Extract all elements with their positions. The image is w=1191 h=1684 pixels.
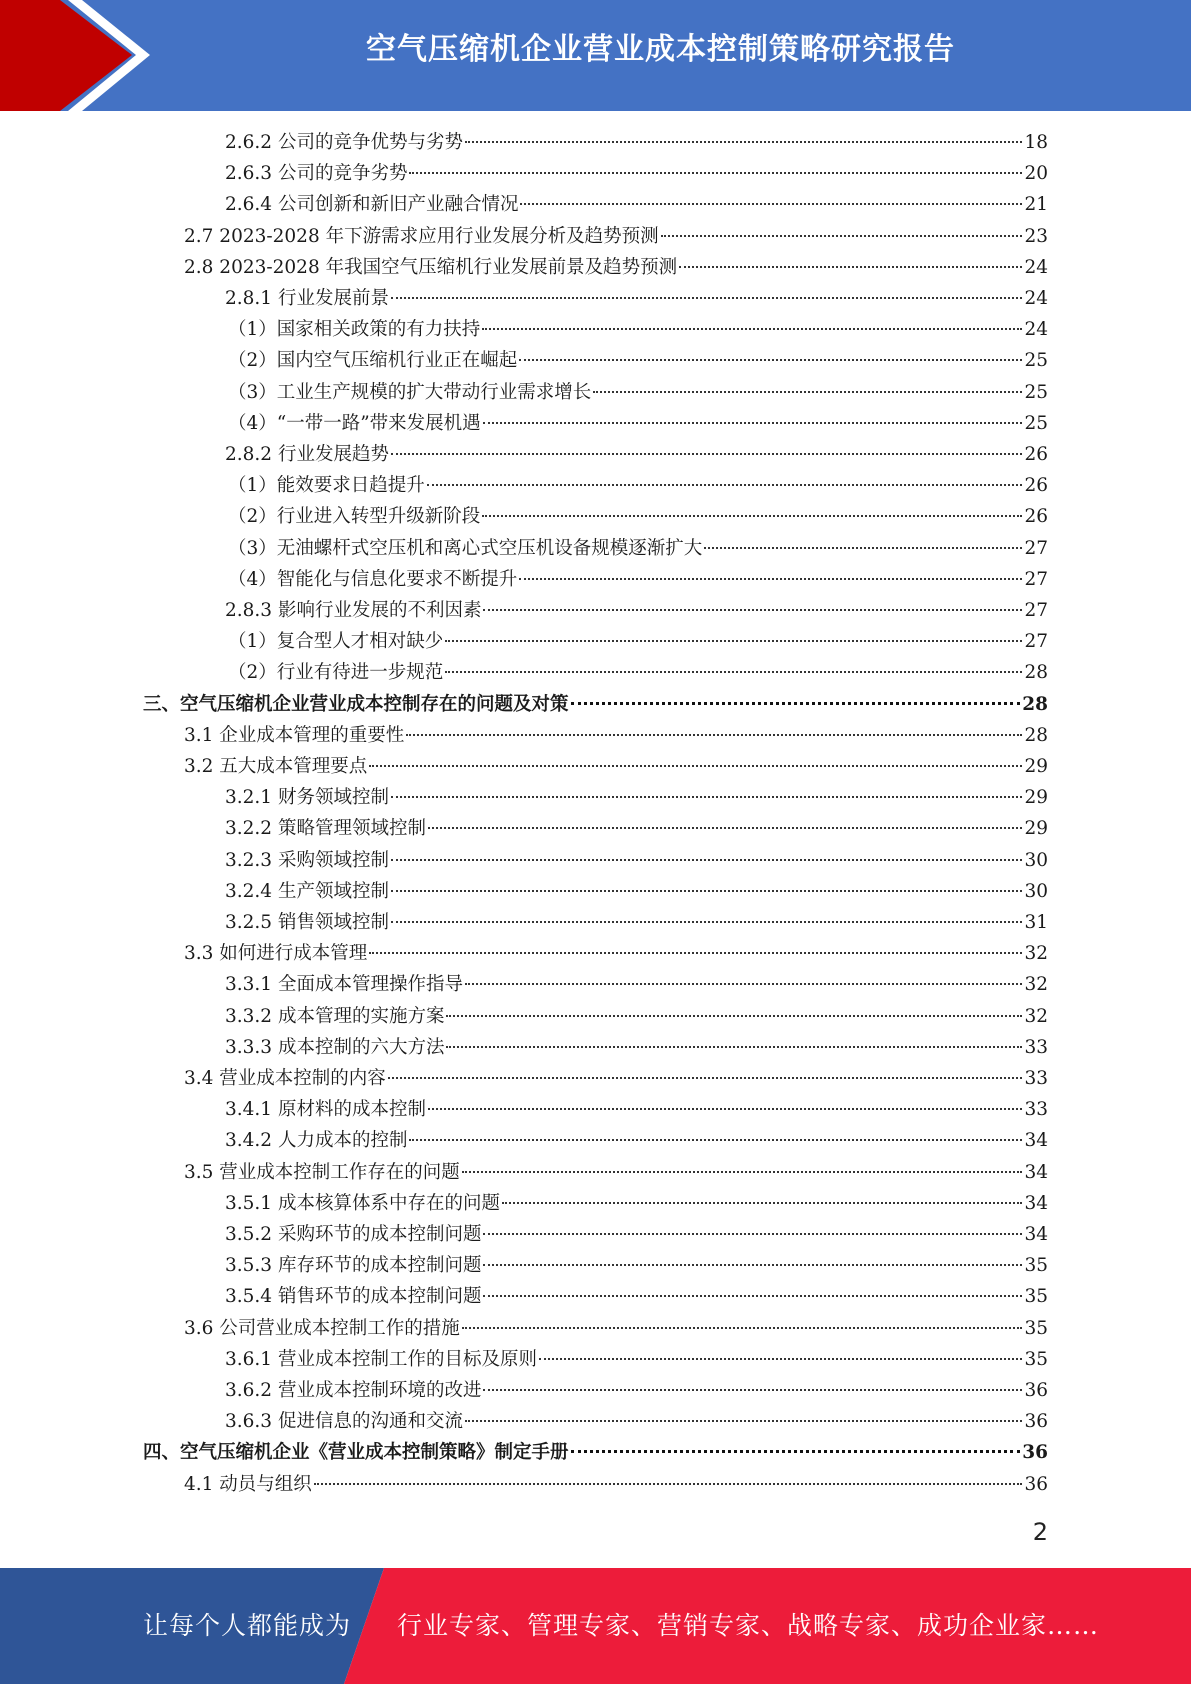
toc-entry-page: 34 [1024, 1130, 1048, 1151]
toc-entry-page: 35 [1024, 1318, 1048, 1339]
toc-entry[interactable] [225, 1001, 1048, 1032]
toc-entry[interactable] [184, 1469, 1048, 1500]
toc-dot-leader [446, 1046, 1022, 1048]
toc-entry-label: 4.1 动员与组织 [184, 1474, 312, 1495]
toc-dot-leader [409, 1139, 1022, 1141]
toc-entry-page: 33 [1024, 1099, 1048, 1120]
toc-entry-page: 29 [1024, 818, 1048, 839]
toc-entry-label: 2.6.2 公司的竞争优势与劣势 [225, 132, 463, 153]
toc-entry-page: 20 [1024, 163, 1048, 184]
toc-dot-leader [465, 1420, 1022, 1422]
toc-dot-leader [571, 702, 1021, 705]
toc-entry-label: （2）国内空气压缩机行业正在崛起 [228, 350, 518, 371]
toc-dot-leader [483, 1264, 1022, 1266]
toc-entry[interactable] [228, 470, 1048, 501]
toc-dot-leader [520, 203, 1022, 205]
toc-entry[interactable] [225, 813, 1048, 844]
toc-entry[interactable] [225, 1375, 1048, 1406]
toc-entry[interactable] [225, 1250, 1048, 1281]
toc-entry-label: 3.2.1 财务领域控制 [225, 787, 389, 808]
toc-entry-page: 35 [1024, 1349, 1048, 1370]
toc-entry-page: 28 [1022, 694, 1048, 715]
toc-entry-page: 33 [1024, 1037, 1048, 1058]
toc-dot-leader [483, 1389, 1022, 1391]
toc-entry-page: 36 [1024, 1411, 1048, 1432]
toc-entry[interactable] [225, 1344, 1048, 1375]
toc-entry-label: （4）智能化与信息化要求不断提升 [228, 569, 518, 590]
toc-dot-leader [661, 235, 1023, 237]
toc-entry-label: 2.8.3 影响行业发展的不利因素 [225, 600, 482, 621]
toc-entry[interactable] [228, 314, 1048, 345]
toc-entry-page: 35 [1024, 1255, 1048, 1276]
toc-dot-leader [314, 1483, 1023, 1485]
toc-entry[interactable] [225, 782, 1048, 813]
toc-entry[interactable] [225, 907, 1048, 938]
toc-dot-leader [446, 1015, 1022, 1017]
toc-dot-leader [445, 640, 1022, 642]
toc-entry-label: 3.3 如何进行成本管理 [184, 943, 368, 964]
toc-entry[interactable] [184, 751, 1048, 782]
toc-entry-label: 3.3.2 成本管理的实施方案 [225, 1006, 445, 1027]
toc-dot-leader [427, 484, 1023, 486]
header-red-arrow [0, 0, 132, 111]
toc-dot-leader [462, 1327, 1023, 1329]
toc-entry[interactable] [225, 969, 1048, 1000]
toc-entry[interactable] [228, 377, 1048, 408]
toc-entry[interactable] [228, 408, 1048, 439]
toc-entry-label: 3.2.2 策略管理领域控制 [225, 818, 426, 839]
toc-dot-leader [391, 297, 1022, 299]
toc-dot-leader [482, 515, 1022, 517]
toc-entry-page: 18 [1024, 132, 1048, 153]
toc-dot-leader [409, 172, 1022, 174]
toc-dot-leader [483, 609, 1022, 611]
toc-dot-leader [428, 1108, 1022, 1110]
toc-entry-label: 3.5.1 成本核算体系中存在的问题 [225, 1193, 500, 1214]
toc-dot-leader [391, 921, 1022, 923]
footer-slogan-left: 让每个人都能成为 [143, 1611, 352, 1640]
toc-entry[interactable] [225, 595, 1048, 626]
toc-entry-label: 3.6.3 促进信息的沟通和交流 [225, 1411, 463, 1432]
toc-dot-leader [388, 1077, 1023, 1079]
toc-dot-leader [593, 391, 1022, 393]
toc-entry-page: 36 [1022, 1442, 1048, 1463]
toc-entry[interactable] [228, 501, 1048, 532]
toc-entry[interactable] [225, 845, 1048, 876]
toc-dot-leader [483, 1295, 1022, 1297]
toc-entry-page: 28 [1024, 725, 1048, 746]
toc-dot-leader [679, 266, 1022, 268]
toc-entry-page: 34 [1024, 1193, 1048, 1214]
toc-entry-label: （1）复合型人才相对缺少 [228, 631, 444, 652]
toc-dot-leader [465, 141, 1022, 143]
toc-dot-leader [391, 859, 1022, 861]
toc-entry-page: 29 [1024, 787, 1048, 808]
toc-dot-leader [704, 547, 1022, 549]
toc-entry-label: 3.1 企业成本管理的重要性 [184, 725, 405, 746]
toc-entry[interactable] [184, 1157, 1048, 1188]
toc-entry-label: 3.6 公司营业成本控制工作的措施 [184, 1318, 460, 1339]
toc-entry-label: 3.5.2 采购环节的成本控制问题 [225, 1224, 482, 1245]
toc-entry[interactable] [225, 876, 1048, 907]
toc-entry[interactable] [225, 1406, 1048, 1437]
toc-entry[interactable] [228, 626, 1048, 657]
toc-entry-page: 27 [1024, 569, 1048, 590]
toc-dot-leader [482, 328, 1022, 330]
toc-dot-leader [391, 796, 1022, 798]
toc-entry[interactable] [225, 1032, 1048, 1063]
toc-entry-label: 3.3.3 成本控制的六大方法 [225, 1037, 445, 1058]
toc-entry-label: （3）工业生产规模的扩大带动行业需求增长 [228, 382, 592, 403]
toc-entry-label: 2.6.4 公司创新和新旧产业融合情况 [225, 194, 519, 215]
toc-entry-label: 四、空气压缩机企业《营业成本控制策略》制定手册 [143, 1442, 569, 1463]
toc-entry-label: 2.8 2023-2028 年我国空气压缩机行业发展前景及趋势预测 [184, 257, 678, 278]
page-header [0, 0, 1191, 111]
toc-entry-page: 34 [1024, 1224, 1048, 1245]
toc-entry-label: （4）“一带一路”带来发展机遇 [228, 413, 481, 434]
toc-entry-page: 24 [1024, 319, 1048, 340]
toc-entry-page: 25 [1024, 382, 1048, 403]
toc-entry[interactable] [228, 657, 1048, 688]
toc-entry-label: 3.2.5 销售领域控制 [225, 912, 389, 933]
toc-entry-page: 26 [1024, 475, 1048, 496]
toc-entry-label: （3）无油螺杆式空压机和离心式空压机设备规模逐渐扩大 [228, 538, 703, 559]
toc-entry[interactable] [184, 1063, 1048, 1094]
toc-entry-label: 2.8.2 行业发展趋势 [225, 444, 389, 465]
toc-entry-label: 3.2.4 生产领域控制 [225, 881, 389, 902]
toc-dot-leader [571, 1450, 1021, 1453]
toc-dot-leader [369, 765, 1022, 767]
page-footer [0, 1568, 1191, 1684]
toc-entry-label: 3.4.2 人力成本的控制 [225, 1130, 408, 1151]
toc-entry-page: 33 [1024, 1068, 1048, 1089]
toc-dot-leader [391, 453, 1022, 455]
toc-entry-page: 21 [1024, 194, 1048, 215]
toc-entry-label: 3.2.3 采购领域控制 [225, 850, 389, 871]
page-number: 2 [1032, 1518, 1048, 1546]
toc-entry-label: 3.4.1 原材料的成本控制 [225, 1099, 426, 1120]
toc-entry[interactable] [225, 127, 1048, 158]
toc-dot-leader [406, 734, 1022, 736]
toc-dot-leader [519, 359, 1022, 361]
toc-entry-page: 30 [1024, 881, 1048, 902]
toc-chapter-entry[interactable] [143, 1437, 1048, 1468]
report-title: 空气压缩机企业营业成本控制策略研究报告 [366, 32, 955, 67]
toc-entry[interactable] [184, 252, 1048, 283]
toc-entry-page: 26 [1024, 444, 1048, 465]
toc-entry-page: 29 [1024, 756, 1048, 777]
toc-dot-leader [502, 1202, 1022, 1204]
toc-entry-label: 3.3.1 全面成本管理操作指导 [225, 974, 463, 995]
toc-entry-label: 2.6.3 公司的竞争劣势 [225, 163, 408, 184]
toc-entry-label: （1）国家相关政策的有力扶持 [228, 319, 481, 340]
toc-entry-page: 34 [1024, 1162, 1048, 1183]
toc-entry[interactable] [228, 564, 1048, 595]
toc-entry-page: 25 [1024, 413, 1048, 434]
toc-entry[interactable] [225, 189, 1048, 220]
toc-entry-page: 27 [1024, 538, 1048, 559]
toc-entry-label: 3.5 营业成本控制工作存在的问题 [184, 1162, 460, 1183]
toc-dot-leader [465, 983, 1022, 985]
toc-entry[interactable] [225, 1188, 1048, 1219]
toc-entry-page: 25 [1024, 350, 1048, 371]
toc-entry-page: 26 [1024, 506, 1048, 527]
toc-entry-page: 30 [1024, 850, 1048, 871]
toc-entry-label: 3.4 营业成本控制的内容 [184, 1068, 386, 1089]
toc-entry-page: 27 [1024, 600, 1048, 621]
toc-entry-page: 28 [1024, 662, 1048, 683]
toc-entry[interactable] [184, 720, 1048, 751]
toc-dot-leader [462, 1171, 1023, 1173]
toc-dot-leader [369, 952, 1022, 954]
toc-entry[interactable] [184, 938, 1048, 969]
toc-entry[interactable] [225, 158, 1048, 189]
toc-entry[interactable] [184, 221, 1048, 252]
toc-dot-leader [519, 578, 1022, 580]
toc-entry-label: （1）能效要求日趋提升 [228, 475, 425, 496]
toc-entry-label: （2）行业进入转型升级新阶段 [228, 506, 481, 527]
toc-entry[interactable] [225, 1125, 1048, 1156]
toc-entry-label: 3.2 五大成本管理要点 [184, 756, 368, 777]
toc-entry-label: 2.8.1 行业发展前景 [225, 288, 389, 309]
toc-entry[interactable] [225, 1094, 1048, 1125]
toc-entry-page: 32 [1024, 974, 1048, 995]
toc-entry-page: 31 [1024, 912, 1048, 933]
toc-entry-label: 3.6.1 营业成本控制工作的目标及原则 [225, 1349, 537, 1370]
toc-entry-label: 三、空气压缩机企业营业成本控制存在的问题及对策 [143, 694, 569, 715]
toc-entry-page: 32 [1024, 1006, 1048, 1027]
footer-slogan-right: 行业专家、管理专家、营销专家、战略专家、成功企业家…… [397, 1611, 1100, 1640]
toc-entry-page: 36 [1024, 1474, 1048, 1495]
toc-entry-page: 24 [1024, 288, 1048, 309]
toc-entry[interactable] [225, 283, 1048, 314]
toc-entry-label: 3.5.3 库存环节的成本控制问题 [225, 1255, 482, 1276]
toc-entry[interactable] [228, 533, 1048, 564]
toc-entry-page: 32 [1024, 943, 1048, 964]
toc-entry[interactable] [184, 1313, 1048, 1344]
toc-entry-label: 2.7 2023-2028 年下游需求应用行业发展分析及趋势预测 [184, 226, 659, 247]
toc-entry[interactable] [225, 1281, 1048, 1312]
toc-entry-page: 35 [1024, 1286, 1048, 1307]
toc-dot-leader [428, 827, 1022, 829]
toc-entry-label: 3.5.4 销售环节的成本控制问题 [225, 1286, 482, 1307]
toc-entry-label: （2）行业有待进一步规范 [228, 662, 444, 683]
toc-entry[interactable] [225, 1219, 1048, 1250]
toc-entry-page: 27 [1024, 631, 1048, 652]
toc-entry-page: 36 [1024, 1380, 1048, 1401]
toc-entry[interactable] [225, 439, 1048, 470]
toc-dot-leader [445, 671, 1022, 673]
toc-chapter-entry[interactable] [143, 689, 1048, 720]
toc-dot-leader [391, 890, 1022, 892]
toc-entry[interactable] [228, 345, 1048, 376]
toc-dot-leader [539, 1358, 1022, 1360]
toc-entry-label: 3.6.2 营业成本控制环境的改进 [225, 1380, 482, 1401]
toc-dot-leader [483, 422, 1023, 424]
toc-dot-leader [483, 1233, 1022, 1235]
toc-entry-page: 24 [1024, 257, 1048, 278]
toc-entry-page: 23 [1024, 226, 1048, 247]
